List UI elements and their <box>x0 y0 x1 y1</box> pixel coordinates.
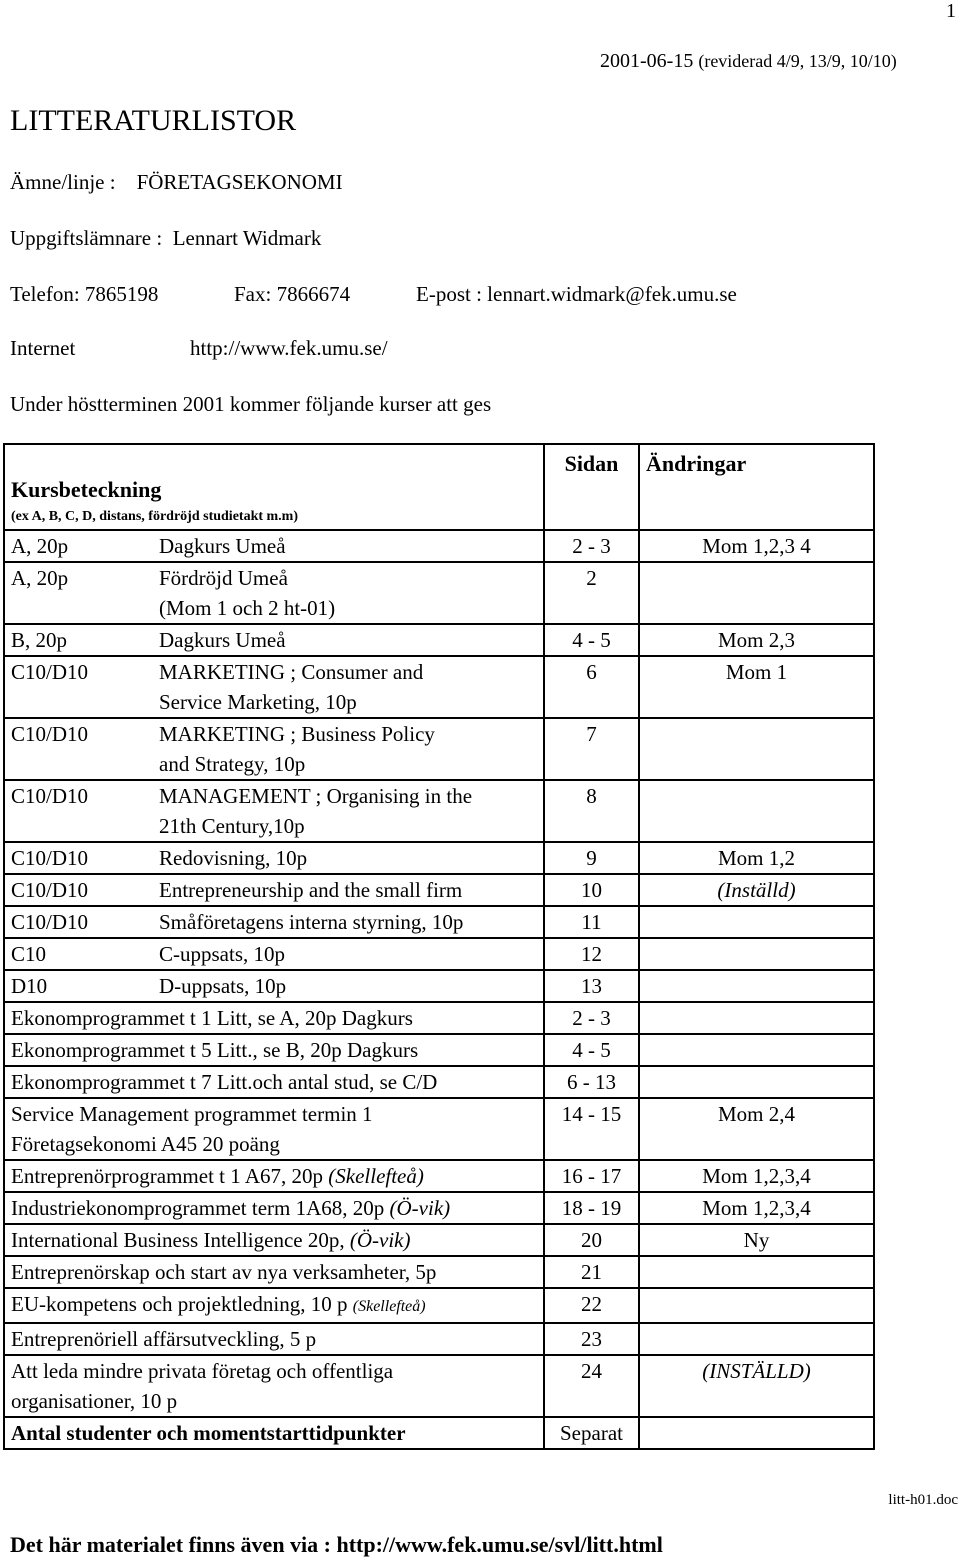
page-cell: 4 - 5 <box>544 624 639 656</box>
page-cell: 6 - 13 <box>544 1066 639 1098</box>
subject-label: Ämne/linje : <box>10 170 116 194</box>
course-cell <box>4 938 544 970</box>
table-row <box>4 1160 874 1192</box>
table-row <box>4 718 874 780</box>
program-cell <box>4 1192 544 1224</box>
program-location: (Ö-vik) <box>349 1228 411 1252</box>
change-cell: (Inställd) <box>639 874 874 906</box>
course-name: MANAGEMENT ; Organising in the <box>159 784 473 808</box>
program-text-2: Företagsekonomi A45 20 poäng <box>11 1132 280 1156</box>
program-cell <box>4 1323 544 1355</box>
course-line <box>11 875 537 905</box>
provider-value: Lennart Widmark <box>172 226 322 250</box>
course-name: Dagkurs Umeå <box>159 628 286 652</box>
change-cell <box>639 1417 874 1449</box>
course-code: A, 20p <box>11 534 69 558</box>
page-cell: 16 - 17 <box>544 1160 639 1192</box>
course-table <box>3 443 875 1450</box>
course-line-2 <box>11 687 537 717</box>
course-name-2: and Strategy, 10p <box>159 752 306 776</box>
header-page: Sidan <box>564 451 619 476</box>
program-text: EU-kompetens och projektledning, 10 p <box>11 1292 348 1316</box>
page-cell: 6 <box>544 656 639 718</box>
file-name: litt-h01.doc <box>888 1492 958 1508</box>
program-cell <box>4 1034 544 1066</box>
table-row <box>4 780 874 842</box>
course-line <box>11 781 537 811</box>
course-line <box>11 625 537 655</box>
table-row <box>4 624 874 656</box>
course-code: C10/D10 <box>11 722 89 746</box>
course-cell <box>4 718 544 780</box>
course-code: C10/D10 <box>11 846 89 870</box>
page-cell: 14 - 15 <box>544 1098 639 1160</box>
table-row <box>4 656 874 718</box>
change-cell <box>639 906 874 938</box>
change-cell: Mom 1,2 <box>639 842 874 874</box>
contact-line <box>10 282 737 307</box>
program-text: Ekonomprogrammet t 5 Litt., se B, 20p Dagkurs <box>11 1038 419 1062</box>
course-line <box>11 843 537 873</box>
page-cell: 7 <box>544 718 639 780</box>
revision-note: (reviderad 4/9, 13/9, 10/10) <box>698 51 897 71</box>
program-cell <box>4 1002 544 1034</box>
page-cell: 2 - 3 <box>544 1002 639 1034</box>
program-location: (Skellefteå) <box>352 1298 426 1315</box>
program-text: Antal studenter och momentstarttidpunkter <box>11 1421 406 1445</box>
program-text: Ekonomprogrammet t 7 Litt.och antal stud, se C/D <box>11 1070 438 1094</box>
course-name: MARKETING ; Consumer and <box>159 660 424 684</box>
page-cell: 13 <box>544 970 639 1002</box>
course-name: Entrepreneurship and the small firm <box>159 878 463 902</box>
table-row <box>4 874 874 906</box>
table-row <box>4 1355 874 1417</box>
program-text: Entreprenöriell affärsutveckling, 5 p <box>11 1327 317 1351</box>
course-line <box>11 531 537 561</box>
table-row <box>4 938 874 970</box>
page-cell: 12 <box>544 938 639 970</box>
course-cell <box>4 624 544 656</box>
internet-label: Internet <box>10 336 76 360</box>
course-cell <box>4 562 544 624</box>
table-row <box>4 1224 874 1256</box>
course-name-2: 21th Century,10p <box>159 814 305 838</box>
header-changes-cell <box>639 444 874 530</box>
table-row <box>4 970 874 1002</box>
table-row <box>4 1192 874 1224</box>
program-cell <box>4 1098 544 1160</box>
change-cell: Mom 2,3 <box>639 624 874 656</box>
program-cell <box>4 1355 544 1417</box>
table-row <box>4 1034 874 1066</box>
course-code: C10/D10 <box>11 660 89 684</box>
course-code: C10 <box>11 942 47 966</box>
page-cell: 18 - 19 <box>544 1192 639 1224</box>
change-cell <box>639 1002 874 1034</box>
header-page-cell <box>544 444 639 530</box>
page-cell: 2 <box>544 562 639 624</box>
course-line <box>11 971 537 1001</box>
course-name: Fördröjd Umeå <box>159 566 288 590</box>
change-cell <box>639 1323 874 1355</box>
internet-line <box>10 336 388 361</box>
program-text: Industriekonomprogrammet term 1A68, 20p <box>11 1196 385 1220</box>
course-name: Dagkurs Umeå <box>159 534 286 558</box>
change-cell: (INSTÄLLD) <box>639 1355 874 1417</box>
course-cell <box>4 906 544 938</box>
program-cell <box>4 1256 544 1288</box>
document-date <box>600 50 897 73</box>
program-text: Entreprenörskap och start av nya verksamheter, 5p <box>11 1260 437 1284</box>
program-cell <box>4 1288 544 1323</box>
program-cell <box>4 1160 544 1192</box>
course-line <box>11 939 537 969</box>
subject-value: FÖRETAGSEKONOMI <box>136 170 343 194</box>
course-line-2 <box>11 593 537 623</box>
program-text: International Business Intelligence 20p, <box>11 1228 345 1252</box>
course-code: C10/D10 <box>11 784 89 808</box>
course-cell <box>4 780 544 842</box>
course-code: C10/D10 <box>11 910 89 934</box>
change-cell <box>639 1256 874 1288</box>
course-name: D-uppsats, 10p <box>159 974 287 998</box>
header-course: Kursbeteckning <box>11 477 162 502</box>
program-cell <box>4 1417 544 1449</box>
course-cell <box>4 530 544 562</box>
change-cell <box>639 1034 874 1066</box>
page-cell: 20 <box>544 1224 639 1256</box>
email-text: E-post : lennart.widmark@fek.umu.se <box>416 282 737 306</box>
program-text: Service Management programmet termin 1 <box>11 1102 373 1126</box>
course-name-2: Service Marketing, 10p <box>159 690 357 714</box>
change-cell: Mom 1,2,3,4 <box>639 1160 874 1192</box>
program-text-2: organisationer, 10 p <box>11 1389 178 1413</box>
table-row <box>4 1256 874 1288</box>
change-cell <box>639 562 874 624</box>
table-row <box>4 1002 874 1034</box>
page-cell: 4 - 5 <box>544 1034 639 1066</box>
course-line <box>11 719 537 749</box>
program-cell <box>4 1224 544 1256</box>
phone-text: Telefon: 7865198 <box>10 282 159 306</box>
table-row <box>4 1417 874 1449</box>
course-code: D10 <box>11 974 48 998</box>
change-cell <box>639 1066 874 1098</box>
change-cell: Mom 1,2,3 4 <box>639 530 874 562</box>
table-row <box>4 1066 874 1098</box>
page-cell: 9 <box>544 842 639 874</box>
footer-text: Det här materialet finns även via : http://www.fek.umu.se/svl/litt.html <box>10 1532 663 1557</box>
course-name: C-uppsats, 10p <box>159 942 285 966</box>
course-line-2 <box>11 749 537 779</box>
course-line-2 <box>11 811 537 841</box>
course-cell <box>4 842 544 874</box>
change-cell <box>639 938 874 970</box>
page-number: 1 <box>946 0 956 22</box>
header-course-cell <box>4 444 544 530</box>
provider-line <box>10 226 321 251</box>
date-value: 2001-06-15 <box>600 50 694 72</box>
header-course-sub: (ex A, B, C, D, distans, fördröjd studietakt m.m) <box>11 509 298 524</box>
table-row <box>4 530 874 562</box>
program-text: Att leda mindre privata företag och offentliga <box>11 1359 394 1383</box>
page-cell: 11 <box>544 906 639 938</box>
table-row <box>4 1288 874 1323</box>
page-cell: Separat <box>544 1417 639 1449</box>
table-row <box>4 906 874 938</box>
intro-text: Under höstterminen 2001 kommer följande kurser att ges <box>10 392 492 416</box>
change-cell: Ny <box>639 1224 874 1256</box>
course-cell <box>4 656 544 718</box>
change-cell: Mom 1,2,3,4 <box>639 1192 874 1224</box>
program-location: (Skellefteå) <box>328 1164 424 1188</box>
program-location: (Ö-vik) <box>389 1196 451 1220</box>
program-text: Ekonomprogrammet t 1 Litt, se A, 20p Dagkurs <box>11 1006 413 1030</box>
change-cell: Mom 1 <box>639 656 874 718</box>
fax-text: Fax: 7866674 <box>234 282 351 306</box>
change-cell <box>639 970 874 1002</box>
course-cell <box>4 874 544 906</box>
change-cell <box>639 718 874 780</box>
course-line <box>11 907 537 937</box>
table-row <box>4 842 874 874</box>
program-cell <box>4 1066 544 1098</box>
course-code: B, 20p <box>11 628 68 652</box>
change-cell <box>639 780 874 842</box>
page-cell: 2 - 3 <box>544 530 639 562</box>
course-name: Redovisning, 10p <box>159 846 308 870</box>
subject-line <box>10 170 343 195</box>
page-cell: 24 <box>544 1355 639 1417</box>
course-name: Småföretagens interna styrning, 10p <box>159 910 464 934</box>
page-cell: 23 <box>544 1323 639 1355</box>
course-code: C10/D10 <box>11 878 89 902</box>
change-cell: Mom 2,4 <box>639 1098 874 1160</box>
course-line <box>11 657 537 687</box>
course-cell <box>4 970 544 1002</box>
page-cell: 22 <box>544 1288 639 1323</box>
page-cell: 10 <box>544 874 639 906</box>
change-cell <box>639 1288 874 1323</box>
course-name-2: (Mom 1 och 2 ht-01) <box>159 596 336 620</box>
program-text: Entreprenörprogrammet t 1 A67, 20p <box>11 1164 324 1188</box>
table-row <box>4 562 874 624</box>
table-header-row <box>4 444 874 530</box>
page-cell: 8 <box>544 780 639 842</box>
course-name: MARKETING ; Business Policy <box>159 722 435 746</box>
provider-label: Uppgiftslämnare : <box>10 226 163 250</box>
page-cell: 21 <box>544 1256 639 1288</box>
table-row <box>4 1098 874 1160</box>
header-changes: Ändringar <box>646 451 747 476</box>
course-line <box>11 563 537 593</box>
page-title: LITTERATURLISTOR <box>10 104 297 137</box>
course-code: A, 20p <box>11 566 69 590</box>
table-row <box>4 1323 874 1355</box>
internet-link[interactable]: http://www.fek.umu.se/ <box>190 336 388 360</box>
